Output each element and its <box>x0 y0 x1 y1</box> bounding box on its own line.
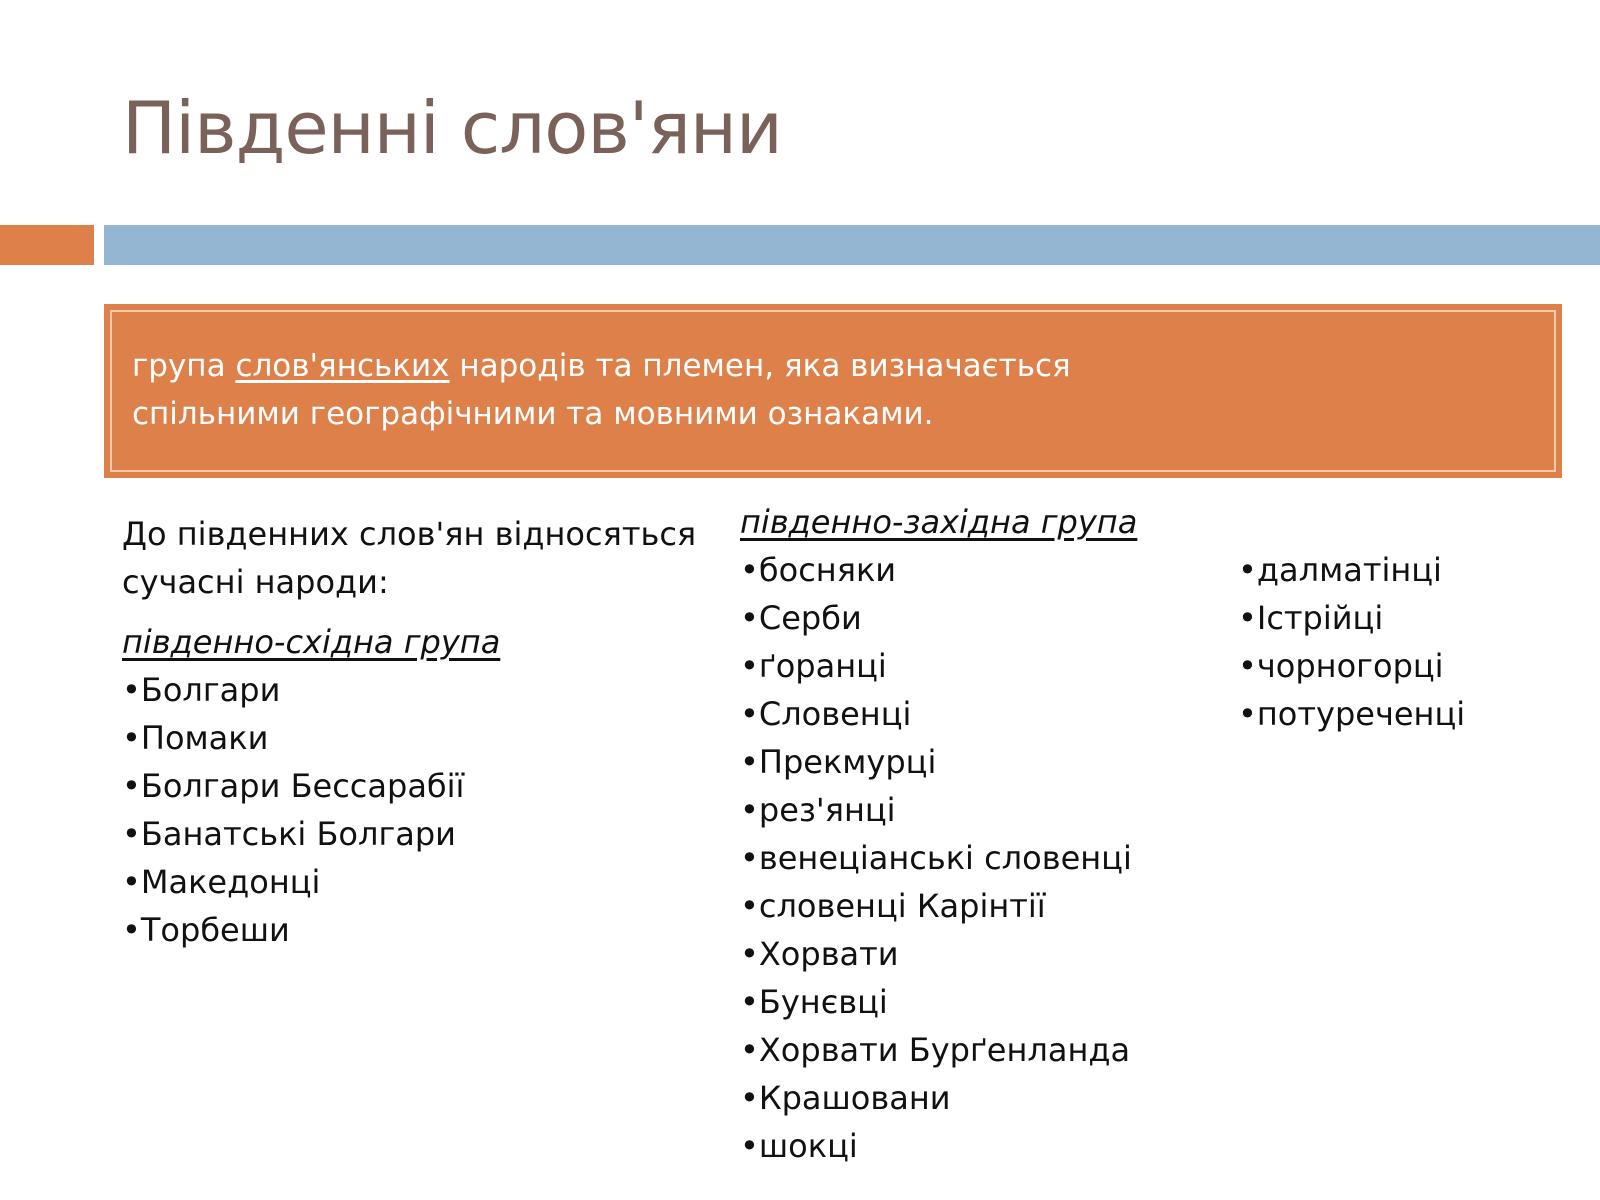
list-item <box>740 1074 1200 1122</box>
list-item <box>1238 642 1588 690</box>
bullet-icon: • <box>1238 695 1257 733</box>
list-item-label: Торбеши <box>140 911 290 949</box>
list-item <box>122 858 702 906</box>
bullet-icon: • <box>740 935 759 973</box>
list-item <box>1238 546 1588 594</box>
list-item <box>740 930 1200 978</box>
definition-box <box>104 304 1562 478</box>
southeast-list <box>122 666 702 954</box>
list-item-label: босняки <box>758 551 897 589</box>
list-item-label: Болгари Бессарабії <box>140 767 465 805</box>
bullet-icon: • <box>740 1127 759 1165</box>
definition-text <box>132 342 1232 438</box>
list-item <box>1238 690 1588 738</box>
bullet-icon: • <box>740 695 759 733</box>
bullet-icon: • <box>740 1031 759 1069</box>
list-item-label: Болгари <box>140 671 281 709</box>
list-item <box>740 786 1200 834</box>
bullet-icon: • <box>122 767 141 805</box>
list-item <box>122 810 702 858</box>
southwest-list <box>740 546 1200 1170</box>
list-item <box>740 642 1200 690</box>
list-item-label: Істрійці <box>1256 599 1384 637</box>
bullet-icon: • <box>740 839 759 877</box>
list-item <box>740 882 1200 930</box>
list-item <box>122 714 702 762</box>
list-item <box>740 834 1200 882</box>
definition-link[interactable]: слов'янських <box>235 348 450 384</box>
column-southwest <box>740 498 1200 1170</box>
list-item-label: Хорвати Бурґенланда <box>758 1031 1131 1069</box>
bullet-icon: • <box>740 983 759 1021</box>
column-southeast <box>122 510 702 954</box>
list-item-label: венеціанські словенці <box>758 839 1132 877</box>
accent-bar-blue <box>104 225 1600 265</box>
bullet-icon: • <box>740 743 759 781</box>
bullet-icon: • <box>740 647 759 685</box>
list-item <box>1238 594 1588 642</box>
list-item-label: Македонці <box>140 863 321 901</box>
list-item <box>122 762 702 810</box>
list-item-label: Крашовани <box>758 1079 951 1117</box>
list-item <box>740 1122 1200 1170</box>
bullet-icon: • <box>122 911 141 949</box>
list-item-label: далматінці <box>1256 551 1442 589</box>
slide-title: Південні слов'яни <box>122 86 782 170</box>
list-item-label: потуреченці <box>1256 695 1466 733</box>
list-item <box>740 594 1200 642</box>
list-item-label: Банатські Болгари <box>140 815 456 853</box>
list-item-label: Словенці <box>758 695 912 733</box>
bullet-icon: • <box>122 863 141 901</box>
list-item-label: рез'янці <box>758 791 896 829</box>
list-item <box>122 906 702 954</box>
list-item-label: Помаки <box>140 719 269 757</box>
list-item <box>740 738 1200 786</box>
list-item-label: ґоранці <box>758 647 887 685</box>
definition-prefix: група <box>132 348 236 384</box>
bullet-icon: • <box>740 1079 759 1117</box>
column-southwest-continued <box>1238 546 1588 738</box>
southeast-heading: південно-східна група <box>122 623 501 661</box>
list-item-label: чорногорці <box>1256 647 1444 685</box>
intro-text: До південних слов'ян відносяться сучасні народи: <box>122 515 697 601</box>
bullet-icon: • <box>122 719 141 757</box>
list-item <box>122 666 702 714</box>
bullet-icon: • <box>740 551 759 589</box>
definition-rest: народів та племен, яка визначається <box>449 348 1071 384</box>
list-item-label: Бунєвці <box>758 983 888 1021</box>
list-item <box>740 1026 1200 1074</box>
list-item <box>740 690 1200 738</box>
bullet-icon: • <box>1238 599 1257 637</box>
list-item <box>740 546 1200 594</box>
bullet-icon: • <box>1238 647 1257 685</box>
list-item-label: шокці <box>758 1127 858 1165</box>
definition-line2: спільними географічними та мовними ознаками. <box>132 396 934 432</box>
bullet-icon: • <box>740 887 759 925</box>
bullet-icon: • <box>740 599 759 637</box>
accent-bar-orange <box>0 225 94 265</box>
bullet-icon: • <box>1238 551 1257 589</box>
list-item <box>740 978 1200 1026</box>
bullet-icon: • <box>740 791 759 829</box>
bullet-icon: • <box>122 671 141 709</box>
list-item-label: Хорвати <box>758 935 899 973</box>
list-item-label: Серби <box>758 599 862 637</box>
list-item-label: словенці Карінтії <box>758 887 1046 925</box>
bullet-icon: • <box>122 815 141 853</box>
southwest-continued-list <box>1238 546 1588 738</box>
southwest-heading: південно-західна група <box>740 503 1138 541</box>
list-item-label: Прекмурці <box>758 743 937 781</box>
